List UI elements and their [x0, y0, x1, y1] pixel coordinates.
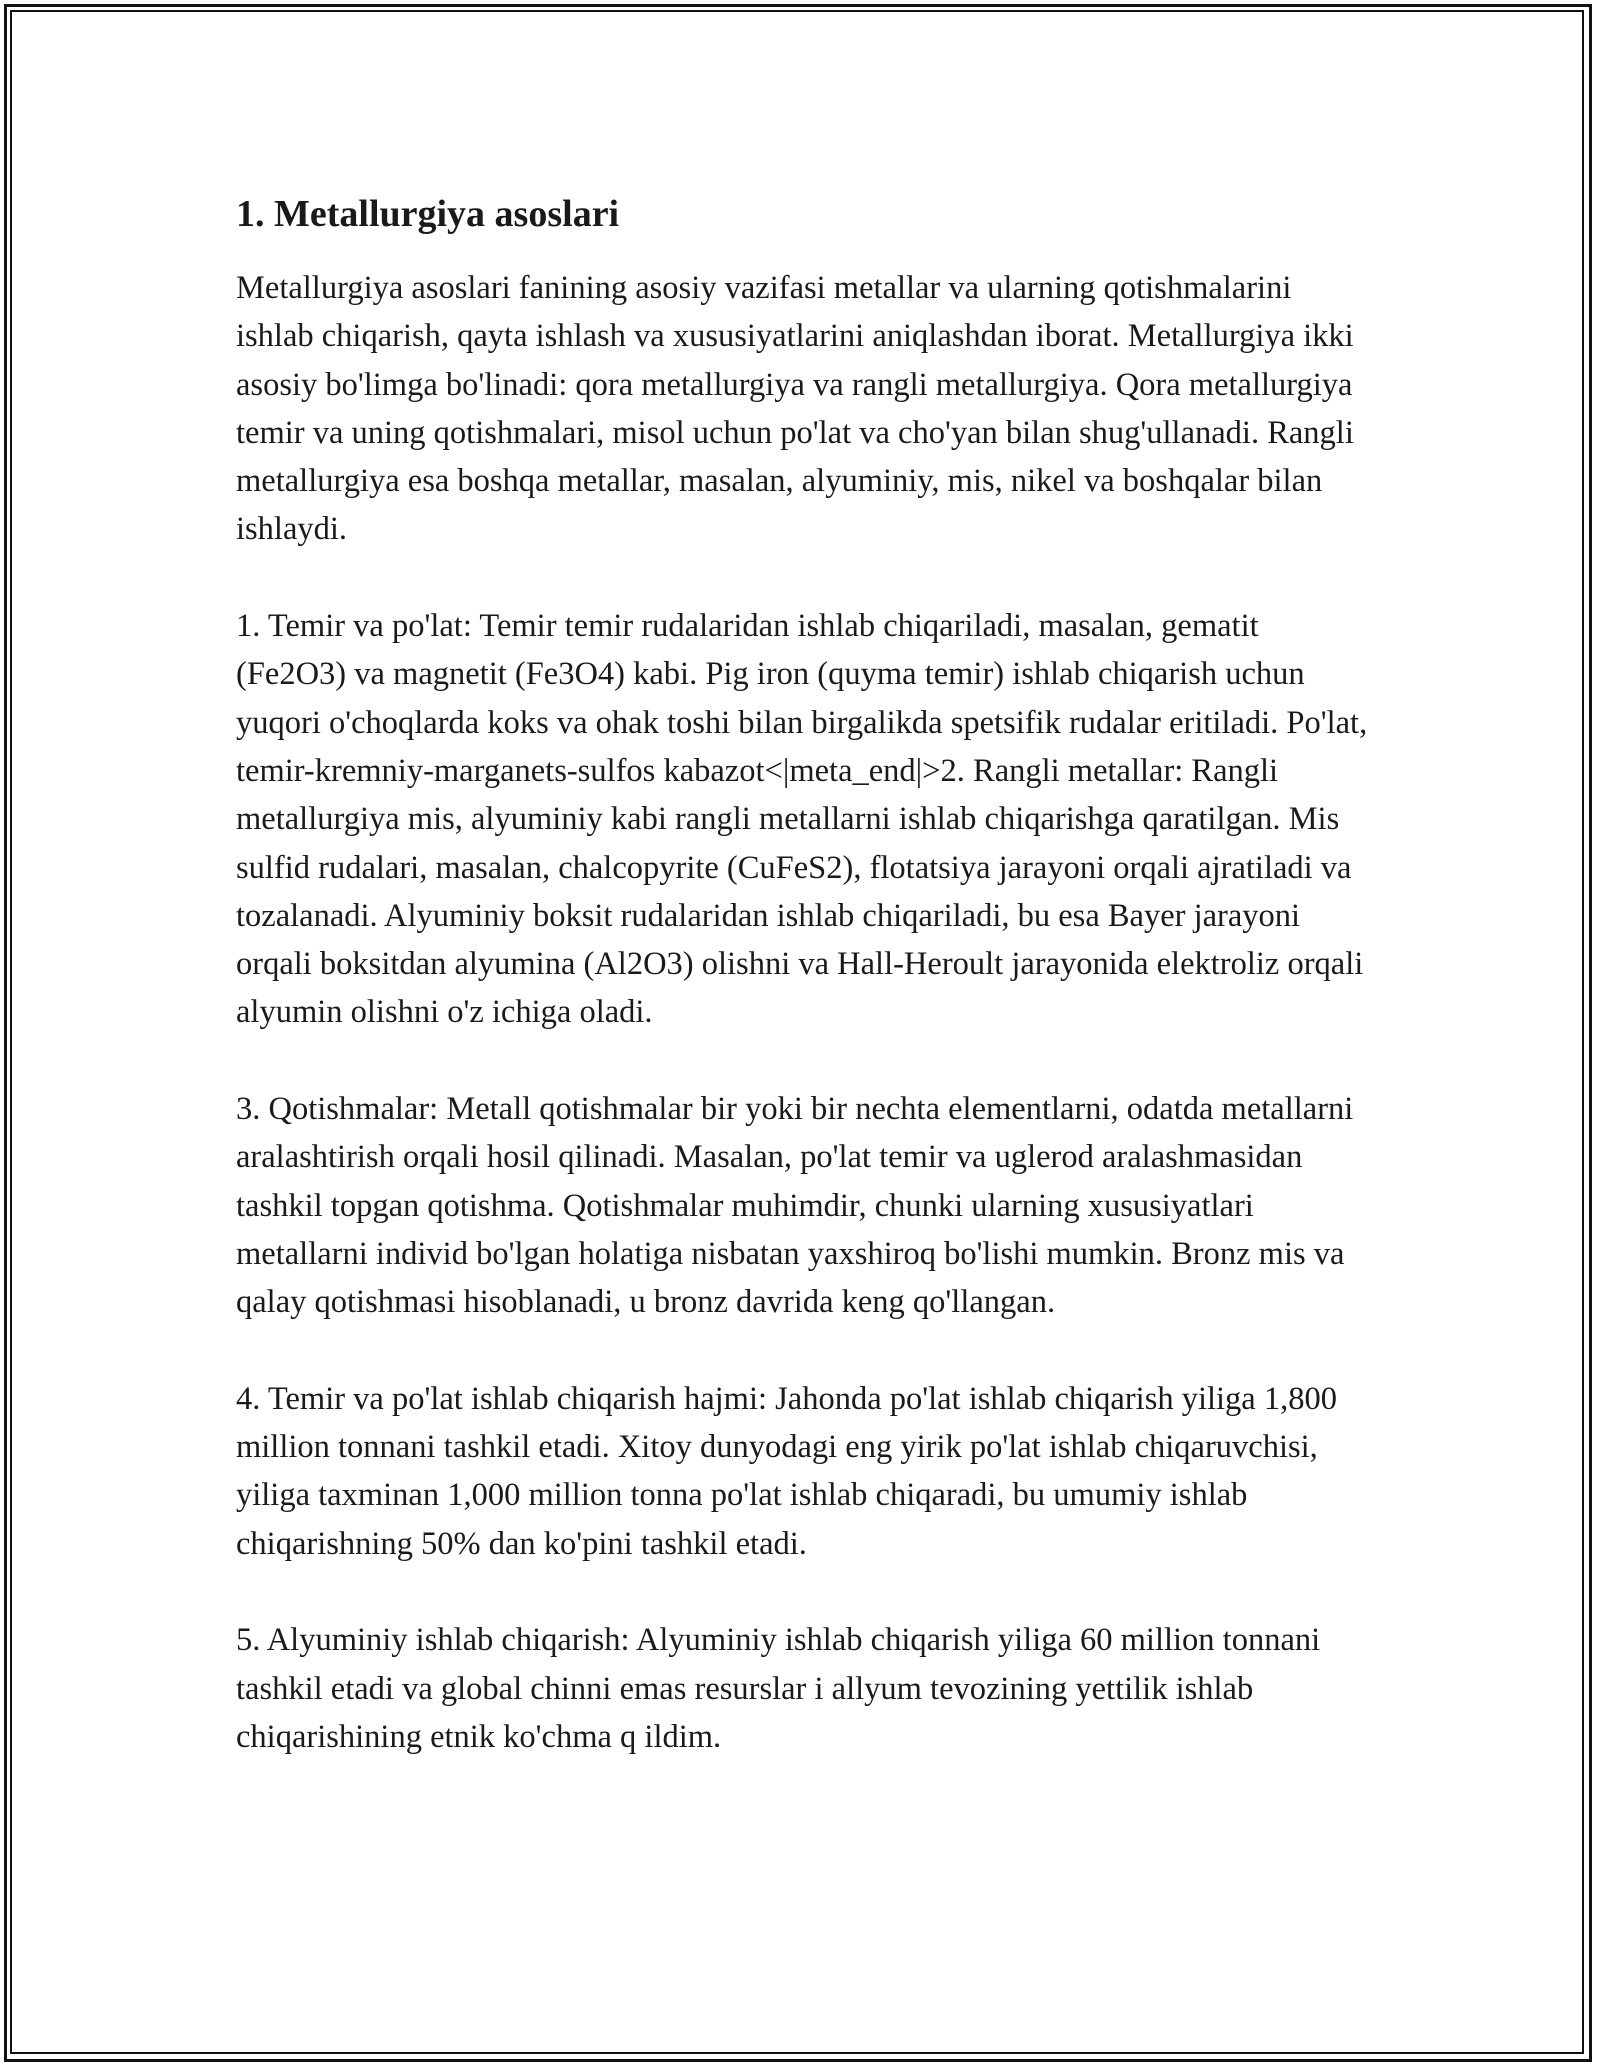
document-body: [236, 188, 1376, 1810]
paragraph-alloys: 3. Qotishmalar: Metall qotishmalar bir yoki bir nechta elementlarni, odatda metallarni aralashtirish orqali hosil qilinadi. Masalan, po'lat temir va uglerod aralashmasidan tashkil topgan qotishma. Qotishmalar muhimdir, chunki ularning xususiyatlari metallarni individ bo'lgan holatiga nisbatan yaxshiroq bo'lishi mumkin. Bronz mis va qalay qotishmasi hisoblanadi, u bronz davrida keng qo'llangan.: [236, 1091, 1354, 1321]
paragraph-iron-steel: 1. Temir va po'lat: Temir temir rudalaridan ishlab chiqariladi, masalan, gematit (Fe2O3) va magnetit (Fe3O4) kabi. Pig iron (quyma temir) ishlab chiqarish uchun yuqori o'choqlarda koks va ohak toshi bilan birgalikda spetsifik rudalar eritiladi. Po'lat, temir-kremniy-marganets-sulfos kabazot<|meta_end|>2. Rangli metallar: Rangli metallurgiya mis, alyuminiy kabi rangli metallarni ishlab chiqarishga qaratilgan. Mis sulfid rudalari, masalan, chalcopyrite (CuFeS2), flotatsiya jarayoni orqali ajratiladi va tozalanadi. Alyuminiy boksit rudalaridan ishlab chiqariladi, bu esa Bayer jarayoni orqali boksitdan alyumina (Al2O3) olishni va Hall-Heroult jarayonida elektroliz orqali alyumin olishni o'z ichiga oladi.: [236, 608, 1368, 1031]
paragraph-steel-production: 4. Temir va po'lat ishlab chiqarish hajmi: Jahonda po'lat ishlab chiqarish yiliga 1,800 million tonnani tashkil etadi. Xitoy dunyodagi eng yirik po'lat ishlab chiqaruvchisi, yiliga taxminan 1,000 million tonna po'lat ishlab chiqaradi, bu umumiy ishlab chiqarishning 50% dan ko'pini tashkil etadi.: [236, 1380, 1337, 1562]
paragraph-aluminium-production: 5. Alyuminiy ishlab chiqarish: Alyuminiy ishlab chiqarish yiliga 60 million tonnani tashkil etadi va global chinni emas resurslar i allyum tevozining yettilik ishlab chiqarishining etnik ko'chma q ildim.: [236, 1622, 1321, 1755]
paragraph-intro: Metallurgiya asoslari fanining asosiy vazifasi metallar va ularning qotishmalarini ishlab chiqarish, qayta ishlash va xususiyatlarini aniqlashdan iborat. Metallurgiya ikki asosiy bo'limga bo'linadi: qora metallurgiya va rangli metallurgiya. Qora metallurgiya temir va uning qotishmalari, misol uchun po'lat va cho'yan bilan shug'ullanadi. Rangli metallurgiya esa boshqa metallar, masalan, alyuminiy, mis, nikel va boshqalar bilan ishlaydi.: [236, 270, 1354, 548]
document-title: 1. Metallurgiya asoslari: [236, 193, 620, 235]
